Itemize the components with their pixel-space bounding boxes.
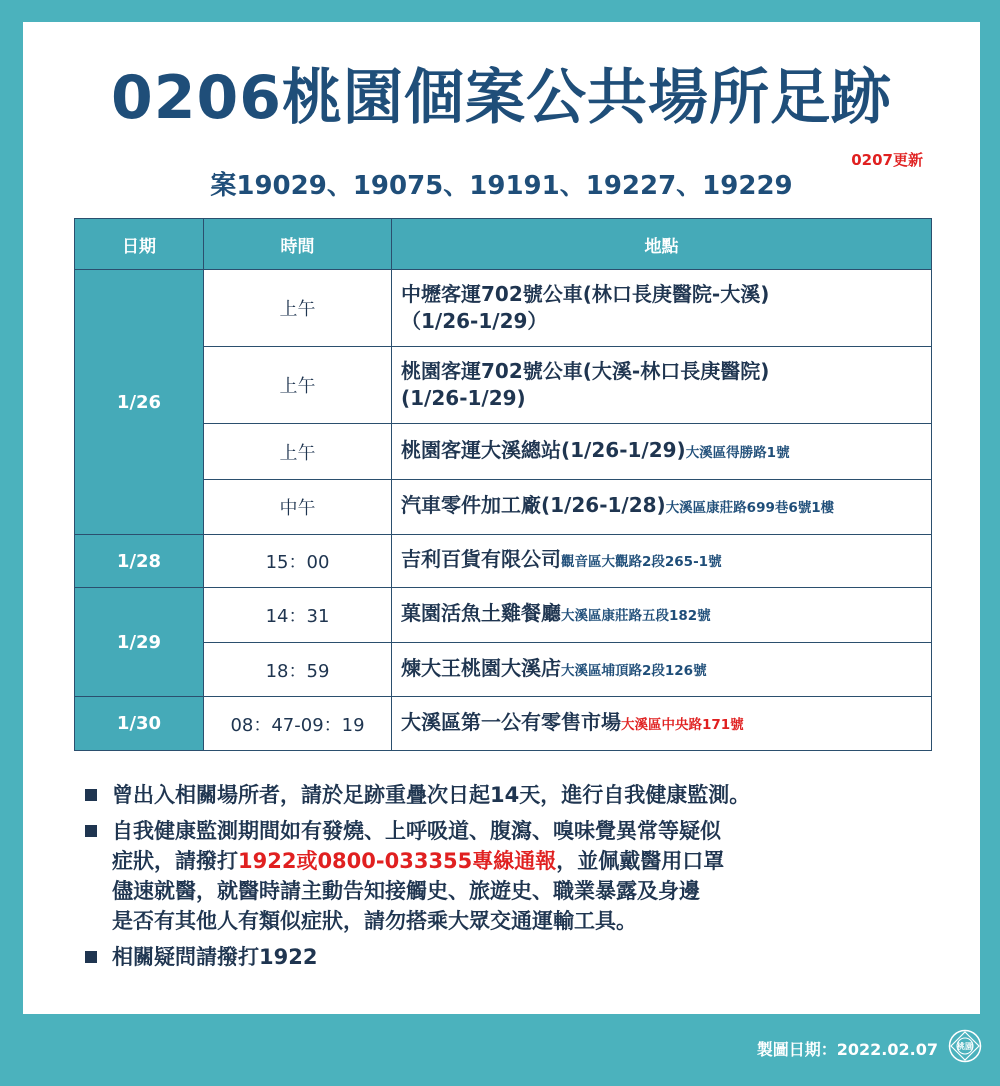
place-cell [392,480,932,535]
place-cell [392,588,932,643]
note-text: 相關疑問請撥打1922 [112,945,318,969]
time-cell: 中午 [204,480,392,535]
table-header-row [75,219,932,270]
note-text: 儘速就醫，就醫時請主動告知接觸史、旅遊史、職業暴露及身邊 [112,879,700,903]
place-address: 觀音區大觀路2段265-1號 [561,554,722,570]
table-row [75,588,932,643]
page-title: 0206桃園個案公共場所足跡 [111,63,892,133]
date-cell: 1/26 [75,270,204,535]
note-text-part: ，並佩戴醫用口罩 [556,849,725,873]
date-cell: 1/30 [75,697,204,751]
column-header-date: 日期 [75,219,204,270]
table-row [75,480,932,535]
place-address: 大溪區中央路171號 [621,716,744,733]
place-cell [392,424,932,480]
update-note: 0207更新 [851,151,923,169]
time-cell: 15：00 [204,535,392,588]
column-header-time: 時間 [204,219,392,270]
place-name: 中壢客運702號公車(林口長庚醫院-大溪) [401,282,770,306]
time-cell: 14：31 [204,588,392,643]
table-row [75,643,932,697]
column-header-place: 地點 [392,219,932,270]
place-name: 吉利百貨有限公司 [401,547,561,571]
place-period: (1/26-1/29) [401,386,526,410]
place-address: 大溪區埔頂路2段126號 [561,662,707,679]
time-cell: 18：59 [204,643,392,697]
note-text: 是否有其他人有類似症狀，請勿搭乘大眾交通運輸工具。 [112,909,637,933]
place-name: 桃園客運702號公車(大溪-林口長庚醫院) [401,359,770,383]
note-text: 自我健康監測期間如有發燒、上呼吸道、腹瀉、嗅味覺異常等疑似 [112,819,721,843]
place-cell [392,643,932,697]
place-cell [392,347,932,424]
case-numbers: 案19029、19075、19191、19227、19229 [210,171,793,201]
place-name: 汽車零件加工廠(1/26-1/28) [401,493,666,517]
table-row [75,347,932,424]
square-bullet-icon [85,789,97,801]
table-row [75,535,932,588]
footprint-table [74,218,932,751]
place-name: 桃園客運大溪總站(1/26-1/29) [401,437,686,462]
date-cell: 1/29 [75,588,204,697]
seal-text: 桃園 [957,1042,973,1051]
note-item [85,942,945,972]
time-cell: 上午 [204,270,392,347]
place-address: 大溪區得勝路1號 [685,444,790,461]
time-cell: 上午 [204,347,392,424]
place-name: 大溪區第一公有零售市場 [401,709,621,734]
taoyuan-seal-icon [948,1029,982,1063]
place-cell [392,697,932,751]
table-row [75,424,932,480]
made-date: 製圖日期：2022.02.07 [756,1040,938,1059]
square-bullet-icon [85,951,97,963]
time-cell: 08：47-09：19 [204,697,392,751]
note-item [85,816,945,936]
note-text-part: 症狀，請撥打 [112,849,238,873]
place-name: 菓園活魚土雞餐廳 [401,601,561,625]
place-cell [392,535,932,588]
hotline-highlight: 1922或0800-033355專線通報 [238,849,557,873]
note-text: 曾出入相關場所者，請於足跡重疊次日起14天，進行自我健康監測。 [112,783,751,807]
place-address: 大溪區康莊路699巷6號1樓 [665,500,835,516]
table-row [75,697,932,751]
place-name: 煉大王桃園大溪店 [401,655,561,680]
note-text-line [112,846,945,876]
place-period: （1/26-1/29） [401,309,548,333]
poster-card [23,22,980,1014]
place-cell [392,270,932,347]
date-cell: 1/28 [75,535,204,588]
place-address: 大溪區康莊路五段182號 [561,608,711,624]
notes-section [85,780,945,978]
time-cell: 上午 [204,424,392,480]
square-bullet-icon [85,825,97,837]
table-row [75,270,932,347]
note-item [85,780,945,810]
